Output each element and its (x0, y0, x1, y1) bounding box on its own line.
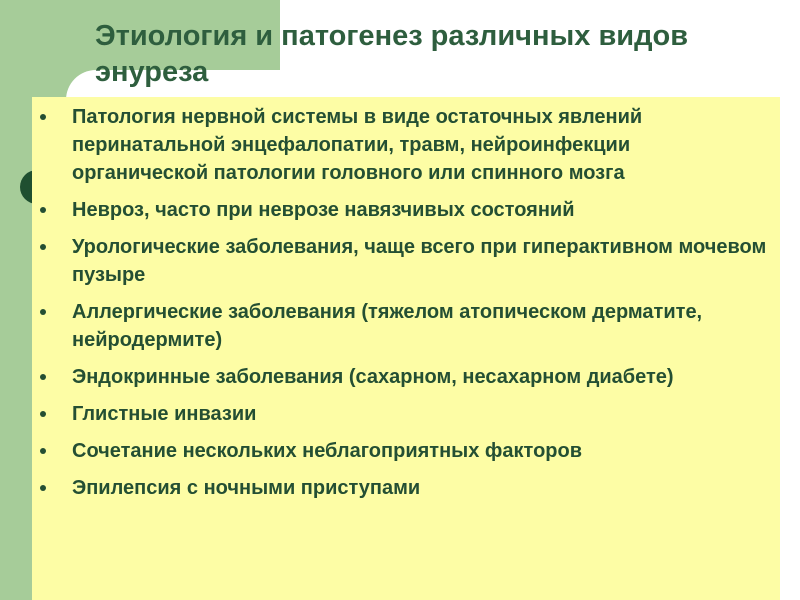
bullet-text: Аллергические заболевания (тяжелом атопическом дерматите, нейродермите) (72, 301, 703, 351)
list-item (32, 474, 770, 502)
bullet-icon (40, 448, 46, 454)
bullet-icon (40, 114, 46, 120)
bullet-icon (40, 374, 46, 380)
bullet-icon (40, 207, 46, 213)
bullet-icon (40, 244, 46, 250)
content-box (32, 97, 780, 600)
list-item (32, 400, 770, 428)
bullet-text: Эндокринные заболевания (сахарном, несахарном диабете) (72, 366, 674, 388)
bullet-text: Невроз, часто при неврозе навязчивых состояний (72, 199, 575, 221)
list-item (32, 298, 770, 354)
slide-title: Этиология и патогенез различных видов энуреза (95, 20, 689, 88)
bullet-text: Урологические заболевания, чаще всего при гиперактивном мочевом пузыре (72, 236, 767, 286)
bullet-text: Эпилепсия с ночными приступами (72, 477, 421, 499)
list-item (32, 437, 770, 465)
list-item (32, 233, 770, 289)
bullet-icon (40, 309, 46, 315)
bullet-text: Сочетание нескольких неблагоприятных факторов (72, 440, 583, 462)
bullet-text: Патология нервной системы в виде остаточных явлений перинатальной энцефалопатии, травм, нейроинфекции органической патологии головного или спинного мозга (72, 106, 643, 184)
bullet-icon (40, 485, 46, 491)
bullet-list (32, 97, 780, 502)
list-item (32, 103, 770, 187)
list-item (32, 363, 770, 391)
bullet-icon (40, 411, 46, 417)
bullet-text: Глистные инвазии (72, 403, 257, 425)
list-item (32, 196, 770, 224)
